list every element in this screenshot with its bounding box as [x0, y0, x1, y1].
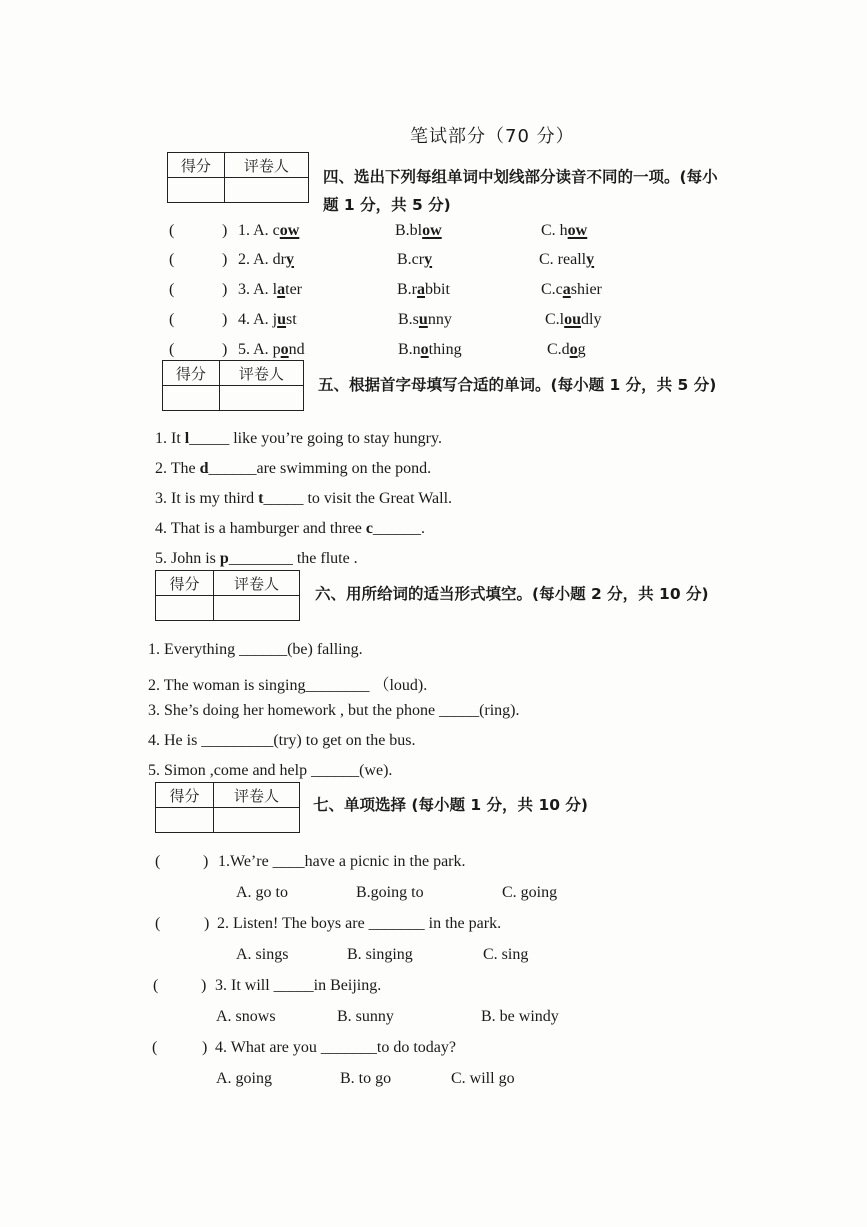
underlined-part: ou — [564, 311, 582, 328]
word-c: C. how — [541, 222, 588, 239]
grader-cell[interactable] — [213, 808, 299, 833]
underlined-part: o — [420, 341, 429, 358]
answer-paren-open[interactable]: ( — [169, 251, 175, 268]
list-item: 2. The woman is singing________ （loud). — [148, 677, 428, 694]
score-box-sec5 — [162, 360, 304, 411]
score-box-sec7 — [155, 782, 300, 833]
word-a: dry — [272, 251, 294, 268]
answer-paren-open[interactable]: ( — [155, 915, 161, 932]
sec5-heading: 五、根据首字母填写合适的单词。(每小题 1 分，共 5 分) — [318, 376, 717, 394]
option-c — [541, 222, 587, 240]
page-title: 笔试部分（70 分） — [410, 126, 575, 147]
question-text: 2. Listen! The boys are _______ in the park. — [217, 915, 502, 932]
underlined-part: a — [562, 281, 571, 298]
option-a: 1. A. cow — [238, 222, 300, 239]
grader-label: 评卷人 — [213, 571, 299, 596]
list-item: 3. She’s doing her homework , but the phone _____(ring). — [148, 702, 520, 719]
word-b: B.cry — [397, 251, 433, 268]
answer-paren-open[interactable]: ( — [169, 311, 175, 328]
score-label: 得分 — [156, 783, 214, 808]
list-item: 3. It is my third t_____ to visit the Great Wall. — [155, 490, 453, 507]
option-a: A. snows — [216, 1008, 276, 1025]
underlined-part: a — [277, 281, 286, 298]
sec6-heading: 六、用所给词的适当形式填空。(每小题 2 分，共 10 分) — [315, 585, 709, 603]
sec4-heading-line2: 题 1 分，共 5 分) — [323, 196, 451, 214]
underlined-part: ow — [567, 222, 588, 239]
underlined-part: ow — [279, 222, 300, 239]
option-b: B. singing — [347, 946, 413, 963]
underlined-part: y — [586, 251, 595, 268]
answer-paren-open[interactable]: ( — [169, 281, 175, 298]
option-b — [395, 222, 442, 240]
option-b — [398, 341, 462, 359]
score-cell[interactable] — [156, 808, 214, 833]
score-label: 得分 — [163, 361, 220, 386]
underlined-part: o — [280, 341, 289, 358]
sec7-heading: 七、单项选择 (每小题 1 分，共 10 分) — [313, 796, 589, 814]
first-letter: d — [199, 460, 209, 477]
underlined-part: u — [277, 311, 287, 328]
score-label: 得分 — [156, 571, 214, 596]
list-item: 2. The d______are swimming on the pond. — [155, 460, 432, 477]
option-b: B.going to — [356, 884, 424, 901]
underlined-part: u — [418, 311, 428, 328]
grader-cell[interactable] — [213, 596, 299, 621]
word-c: C.loudly — [545, 311, 602, 328]
underlined-part: ow — [422, 222, 442, 239]
word-c: C.dog — [547, 341, 586, 358]
list-item: 1. Everything ______(be) falling. — [148, 641, 363, 658]
sec4-heading-line1: 四、选出下列每组单词中划线部分读音不同的一项。(每小 — [323, 168, 718, 186]
first-letter: l — [184, 430, 190, 447]
answer-paren-open[interactable]: ( — [152, 1039, 158, 1056]
grader-cell[interactable] — [224, 178, 308, 203]
answer-paren-close[interactable]: ) — [222, 251, 228, 268]
grader-label: 评卷人 — [213, 783, 299, 808]
word-a: just — [272, 311, 297, 328]
answer-paren-open[interactable]: ( — [155, 853, 161, 870]
option-c: C. sing — [483, 946, 529, 963]
option-c: B. be windy — [481, 1008, 559, 1025]
score-box-sec6 — [155, 570, 300, 621]
word-a: later — [272, 281, 302, 298]
underlined-part: y — [286, 251, 294, 268]
answer-paren-close[interactable]: ) — [222, 311, 228, 328]
option-c: C. will go — [451, 1070, 515, 1087]
option-b — [397, 251, 432, 269]
answer-paren-close[interactable]: ) — [203, 853, 209, 870]
word-b: B.sunny — [398, 311, 452, 328]
option-a: 3. A. later — [238, 281, 302, 298]
list-item: 5. John is p________ the flute . — [155, 550, 358, 567]
option-b: B. sunny — [337, 1008, 394, 1025]
word-a: pond — [272, 341, 305, 358]
word-b: B.nothing — [398, 341, 462, 358]
answer-paren-close[interactable]: ) — [201, 977, 207, 994]
option-c: C. going — [502, 884, 558, 901]
grader-label: 评卷人 — [219, 361, 303, 386]
question-text: 4. What are you _______to do today? — [215, 1039, 456, 1056]
score-cell[interactable] — [168, 178, 225, 203]
score-box-sec4 — [167, 152, 309, 203]
option-a: 2. A. dry — [238, 251, 294, 268]
answer-paren-open[interactable]: ( — [169, 222, 175, 239]
option-b: B. to go — [340, 1070, 392, 1087]
answer-paren-open[interactable]: ( — [153, 977, 159, 994]
question-text: 3. It will _____in Beijing. — [215, 977, 382, 994]
score-label: 得分 — [168, 153, 225, 178]
option-a: 5. A. pond — [238, 341, 305, 358]
list-item: 1. It l_____ like you’re going to stay hungry. — [155, 430, 442, 447]
list-item: 4. He is _________(try) to get on the bus. — [148, 732, 416, 749]
option-c — [539, 251, 594, 269]
word-b: B.blow — [395, 222, 442, 239]
answer-paren-close[interactable]: ) — [204, 915, 210, 932]
underlined-part: o — [569, 341, 578, 358]
answer-paren-open[interactable]: ( — [169, 341, 175, 358]
answer-paren-close[interactable]: ) — [222, 222, 228, 239]
option-b — [397, 281, 450, 299]
first-letter: c — [365, 520, 374, 537]
option-a: A. sings — [236, 946, 289, 963]
score-cell[interactable] — [156, 596, 214, 621]
word-a: cow — [272, 222, 300, 239]
score-cell[interactable] — [163, 386, 220, 411]
word-c: C. really — [539, 251, 595, 268]
question-text: 1.We’re ____have a picnic in the park. — [218, 853, 466, 870]
underlined-part: y — [424, 251, 433, 268]
word-b: B.rabbit — [397, 281, 450, 298]
option-c — [547, 341, 586, 359]
answer-paren-close[interactable]: ) — [222, 281, 228, 298]
option-b — [398, 311, 452, 329]
option-a: 4. A. just — [238, 311, 297, 328]
word-c: C.cashier — [541, 281, 602, 298]
grader-label: 评卷人 — [224, 153, 308, 178]
option-a: A. go to — [236, 884, 288, 901]
answer-paren-close[interactable]: ) — [202, 1039, 208, 1056]
option-c — [541, 281, 602, 299]
answer-paren-close[interactable]: ) — [222, 341, 228, 358]
first-letter: p — [219, 550, 229, 567]
list-item: 4. That is a hamburger and three c______. — [155, 520, 426, 537]
option-a: A. going — [216, 1070, 272, 1087]
grader-cell[interactable] — [219, 386, 303, 411]
option-c — [545, 311, 601, 329]
first-letter: t — [258, 490, 264, 507]
list-item: 5. Simon ,come and help ______(we). — [148, 762, 393, 779]
underlined-part: a — [417, 281, 425, 298]
